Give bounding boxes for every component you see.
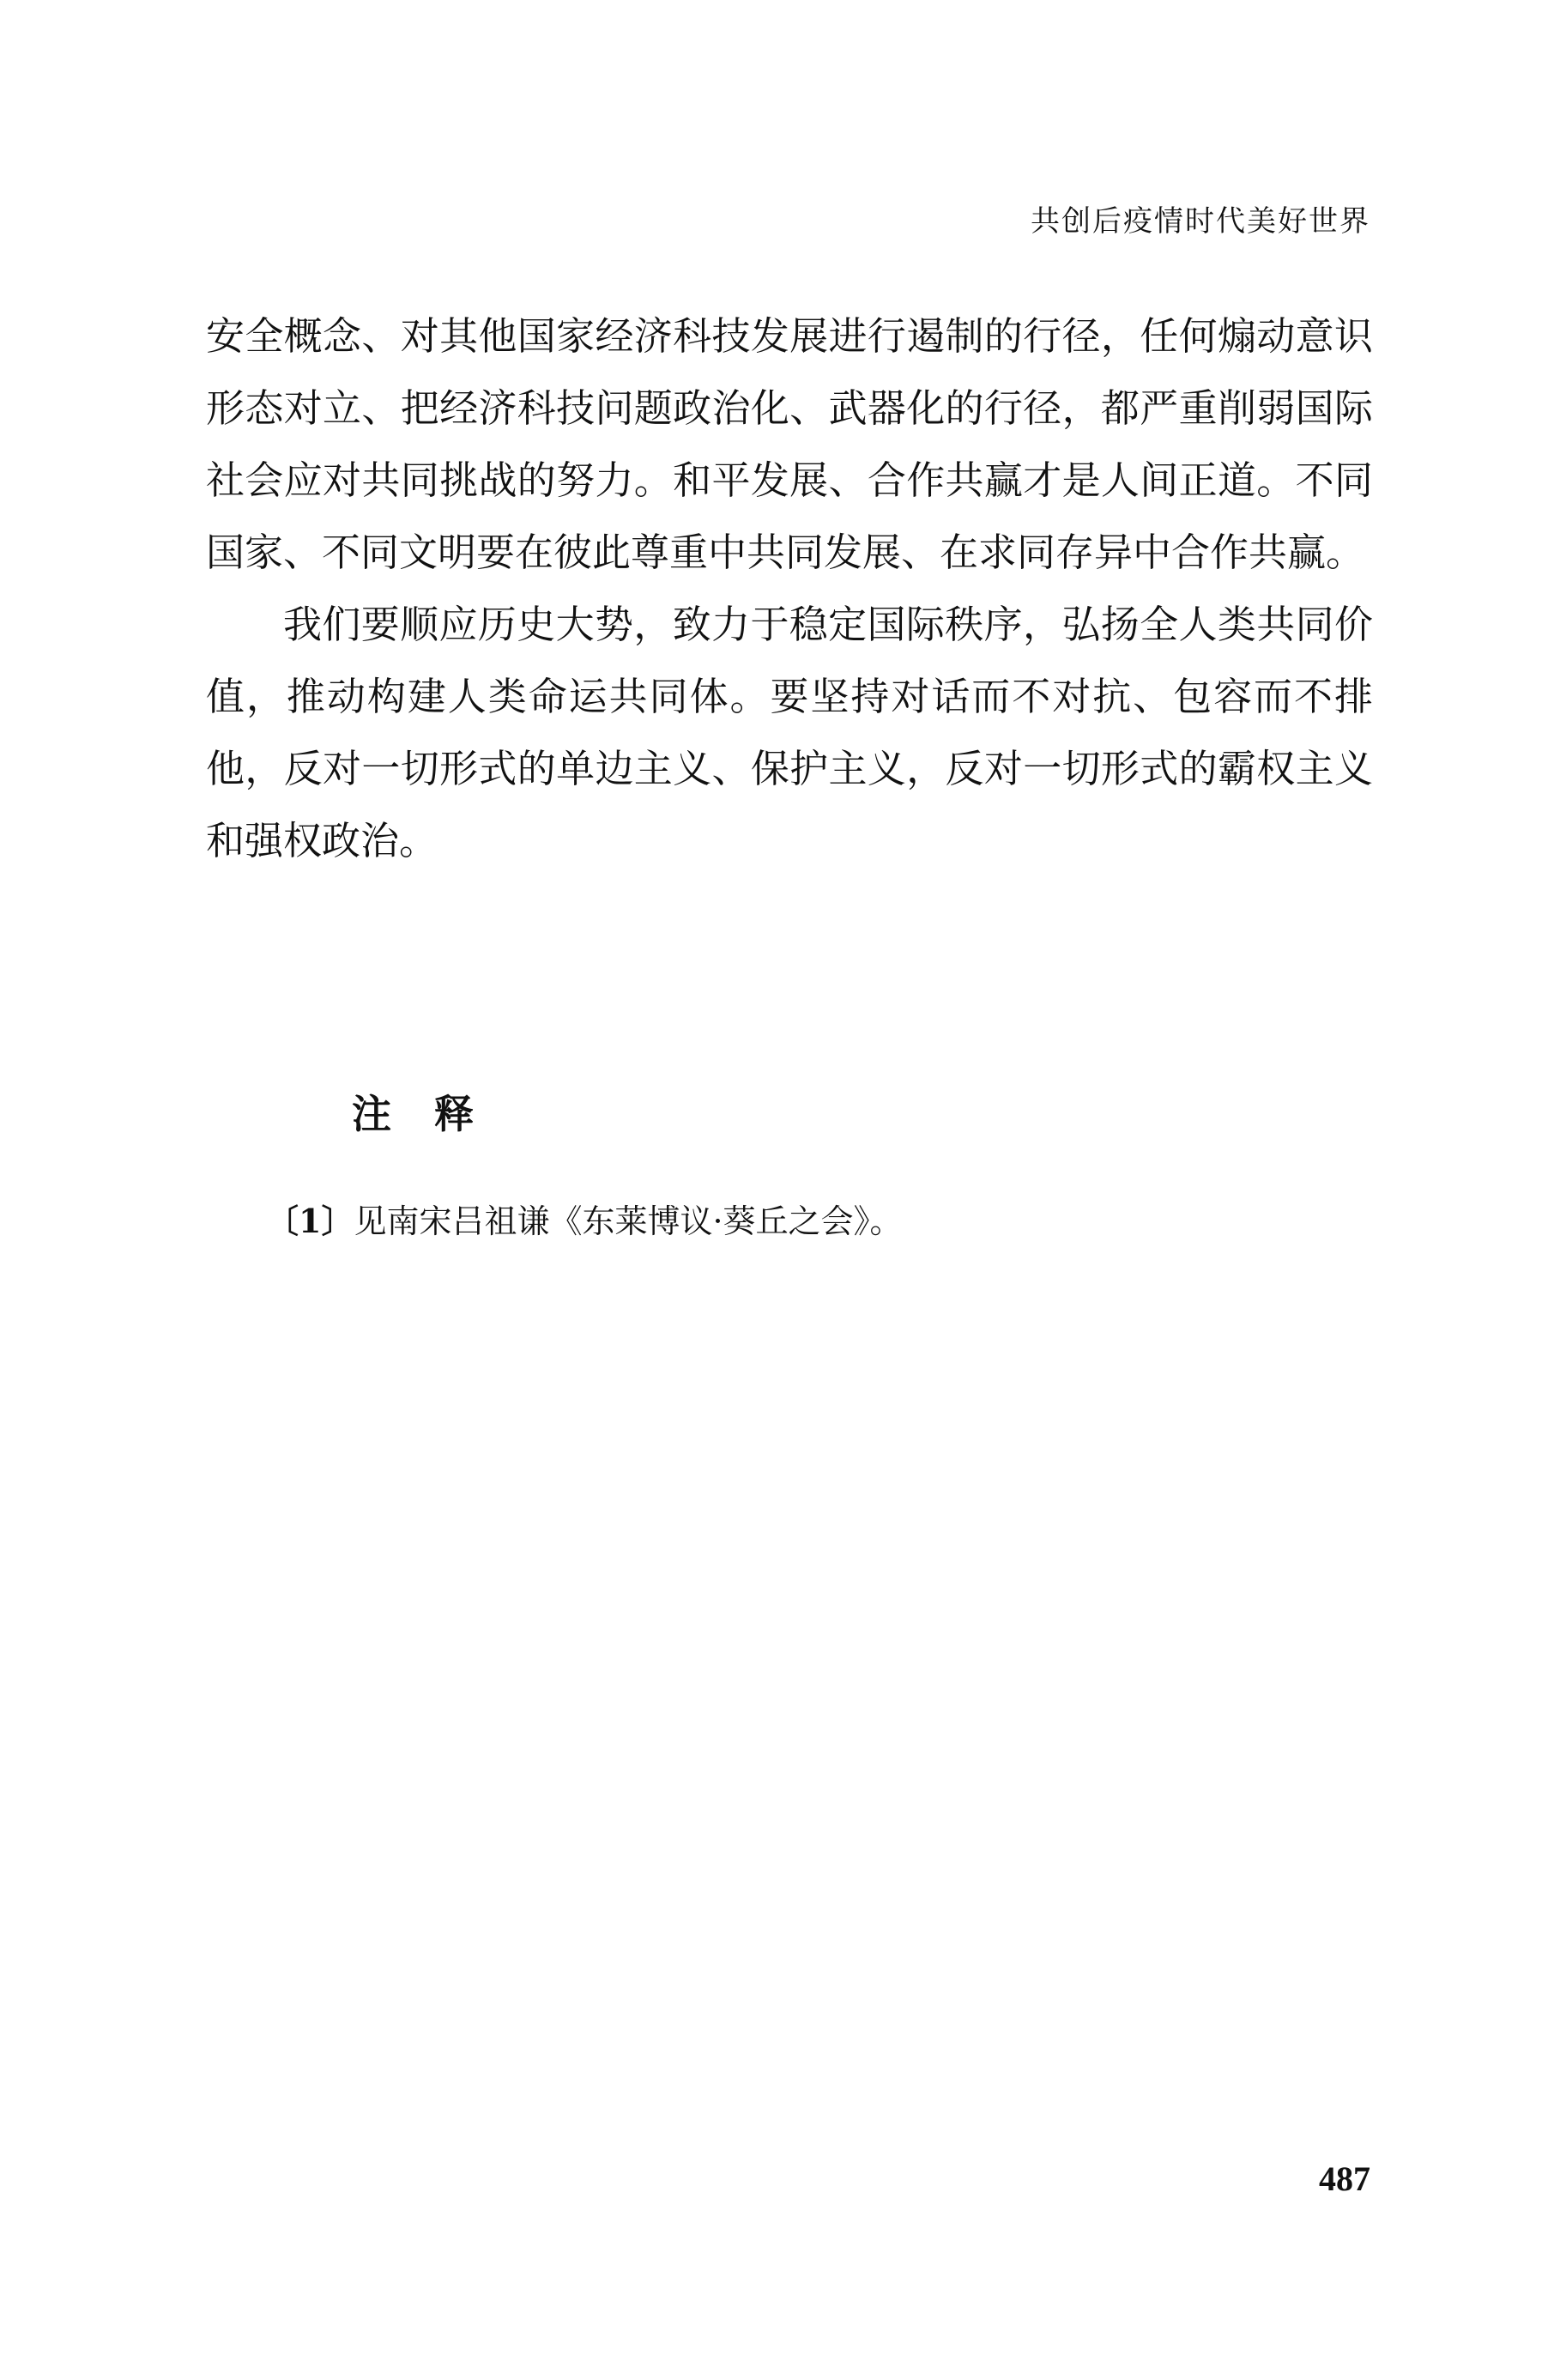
note-text: 见南宋吕祖谦《东莱博议·葵丘之会》。	[354, 1202, 903, 1240]
page-number: 487	[1319, 2159, 1370, 2198]
body-paragraph-1: 安全概念、对其他国家经济科技发展进行遏制的行径，任何煽动意识形态对立、把经济科技问题政治化、武器化的行径，都严重削弱国际社会应对共同挑战的努力。和平发展、合作共赢才是人间正道。不同国家、不同文明要在彼此尊重中共同发展、在求同存异中合作共赢。	[206, 313, 1373, 575]
body-text	[206, 300, 1373, 877]
note-item-1	[266, 1195, 903, 1242]
note-marker: 〔1〕	[266, 1202, 354, 1240]
running-head-title: 共创后疫情时代美好世界	[1031, 204, 1370, 239]
body-paragraph-2: 我们要顺应历史大势，致力于稳定国际秩序，弘扬全人类共同价值，推动构建人类命运共同体。要坚持对话而不对抗、包容而不排他，反对一切形式的单边主义、保护主义，反对一切形式的霸权主义和强权政治。	[206, 602, 1373, 863]
notes-heading: 注释	[352, 1091, 517, 1137]
